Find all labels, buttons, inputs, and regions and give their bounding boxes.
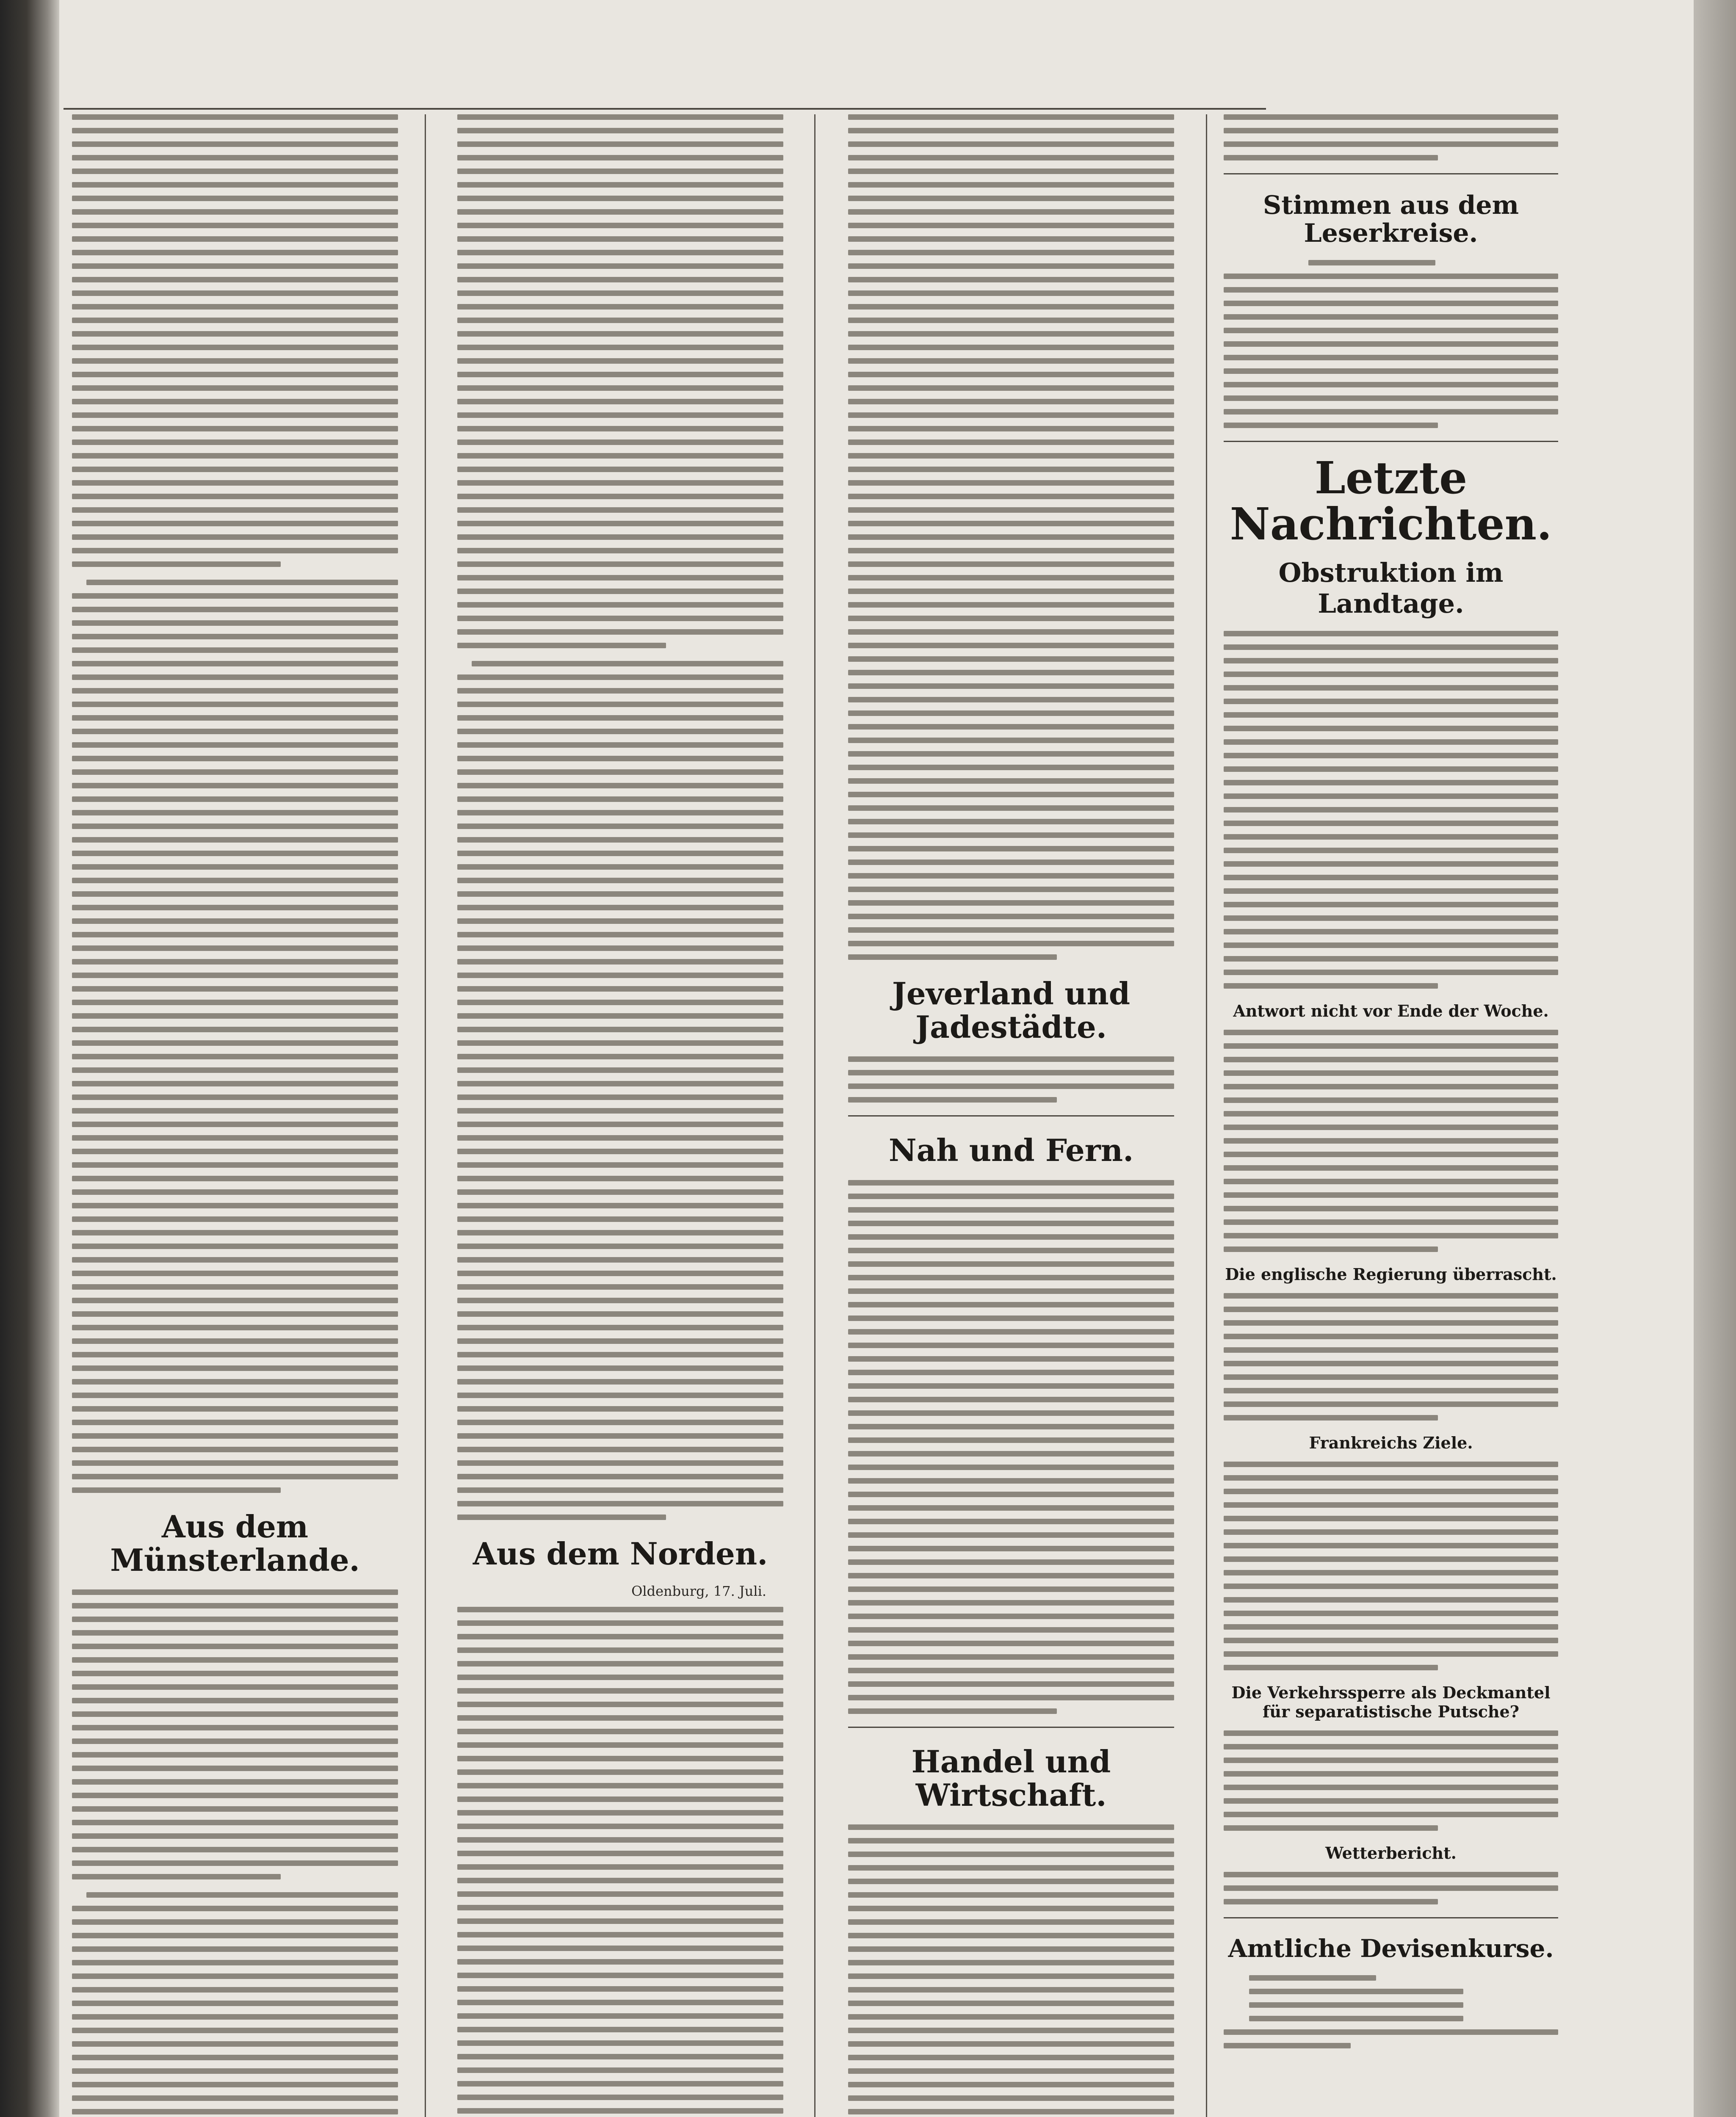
heading-devisenkurse: Amtliche Devisenkurse. [1228, 1934, 1554, 1963]
text-block [1224, 1462, 1558, 1670]
column-rule [814, 114, 815, 2117]
text-block [1224, 114, 1558, 160]
heading-antwort: Antwort nicht vor Ende der Woche. [1233, 1001, 1549, 1021]
text-block [457, 114, 783, 648]
text-block [848, 1824, 1174, 2117]
text-block [848, 114, 1174, 960]
section-rule [848, 1115, 1174, 1117]
text-block [1224, 631, 1558, 989]
column-rule [425, 114, 426, 2117]
heading-letzte-nachrichten: Letzte Nachrichten. [1230, 452, 1552, 550]
section-rule [1224, 1917, 1558, 1918]
heading-frankreichs-ziele: Frankreichs Ziele. [1309, 1433, 1473, 1453]
book-binding [0, 0, 59, 2117]
heading-jeverland: Jeverland und Jadestädte. [892, 976, 1131, 1045]
page-edge [1694, 0, 1736, 2117]
text-block [72, 114, 398, 567]
text-block [72, 1589, 398, 1879]
text-block [457, 661, 783, 1520]
heading-verkehrssperre: Die Verkehrssperre als Deckmantel für separatistische Putsche? [1231, 1683, 1551, 1722]
heading-englische-regierung: Die englische Regierung überrascht. [1225, 1265, 1557, 1284]
text-block [72, 580, 398, 1493]
heading-leserkreise: Stimmen aus dem Leserkreise. [1263, 191, 1519, 248]
top-rule [64, 108, 1266, 110]
heading-obstruktion: Obstruktion im Landtage. [1278, 557, 1504, 619]
heading-norden: Aus dem Norden. [473, 1536, 768, 1572]
dateline-norden: Oldenburg, 17. Juli. [631, 1583, 766, 1600]
text-block [848, 1180, 1174, 1714]
text-block [72, 1892, 398, 2117]
heading-wetterbericht: Wetterbericht. [1325, 1843, 1457, 1863]
section-rule [1224, 173, 1558, 174]
text-block [1224, 260, 1558, 428]
text-block [1224, 1872, 1558, 1904]
column-3 [848, 114, 1174, 2117]
section-rule [848, 1727, 1174, 1728]
text-block [1224, 1293, 1558, 1421]
section-rule [1224, 441, 1558, 442]
heading-muensterland: Aus dem Münsterlande. [110, 1509, 360, 1578]
text-block [1224, 1030, 1558, 1252]
text-block [457, 1607, 783, 2117]
column-2 [457, 114, 783, 2117]
column-1 [72, 114, 398, 2117]
text-block [1224, 1975, 1558, 2048]
column-4 [1224, 114, 1558, 2117]
heading-nah-fern: Nah und Fern. [888, 1132, 1134, 1169]
heading-handel: Handel und Wirtschaft. [911, 1743, 1111, 1813]
text-block [848, 1056, 1174, 1103]
text-block [1224, 1730, 1558, 1831]
column-rule [1206, 114, 1207, 2117]
